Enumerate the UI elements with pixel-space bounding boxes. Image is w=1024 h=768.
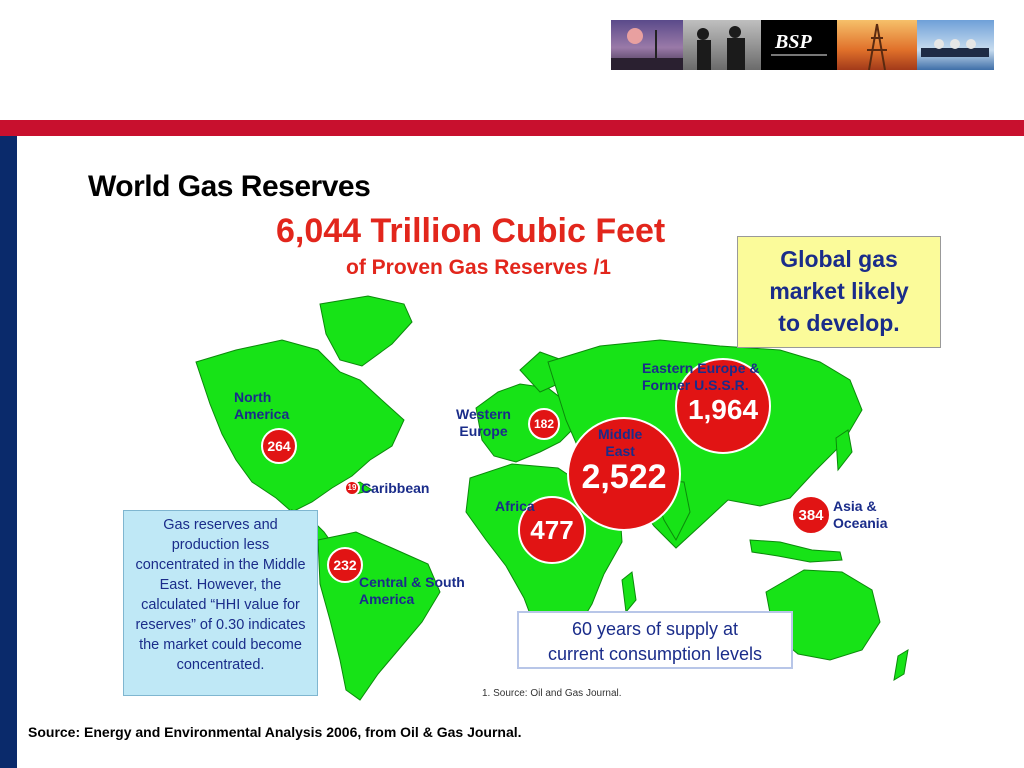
source-note: Source: Energy and Environmental Analysis 2006, from Oil & Gas Journal. <box>28 724 522 740</box>
central-south-america-value: 232 <box>333 557 357 573</box>
africa-label: Africa <box>495 498 535 514</box>
map-title: 6,044 Trillion Cubic Feet <box>276 212 666 250</box>
svg-text:BSP: BSP <box>775 31 812 53</box>
north-america-value: 264 <box>267 438 291 454</box>
eastern-europe-label: Eastern Europe & Former U.S.S.R. <box>642 360 760 393</box>
north-america-label: North America <box>234 389 290 422</box>
global-market-callout: Global gas market likely to develop. <box>737 236 941 348</box>
japan-landmass <box>836 430 852 470</box>
slide-title: World Gas Reserves <box>88 170 371 203</box>
supply-callout: 60 years of supply at current consumption levels <box>517 611 793 669</box>
asia-oceania-value: 384 <box>798 507 824 524</box>
greenland-landmass <box>320 296 412 366</box>
middle-east-label: Middle East <box>598 426 643 459</box>
caribbean-label: Caribbean <box>361 480 430 496</box>
madagascar-landmass <box>622 572 636 612</box>
middle-east-value: 2,522 <box>581 458 667 496</box>
central-south-america-label: Central & South America <box>359 574 465 607</box>
new-zealand-landmass <box>894 650 908 680</box>
indonesia-islands <box>750 540 842 562</box>
western-europe-label: Western Europe <box>456 406 511 439</box>
western-europe-value: 182 <box>533 417 555 431</box>
caribbean-value: 19 <box>347 483 357 492</box>
africa-value: 477 <box>530 515 574 545</box>
eastern-europe-value: 1,964 <box>687 394 759 425</box>
map-subtitle: of Proven Gas Reserves /1 <box>346 256 611 279</box>
asia-oceania-label: Asia & Oceania <box>833 498 888 531</box>
concentration-callout: Gas reserves and production less concentrated in the Middle East. However, the calculated “HHI value for reserves” of 0.30 indicates the market could become concentrated. <box>123 510 318 696</box>
map-footnote: 1. Source: Oil and Gas Journal. <box>482 688 622 699</box>
